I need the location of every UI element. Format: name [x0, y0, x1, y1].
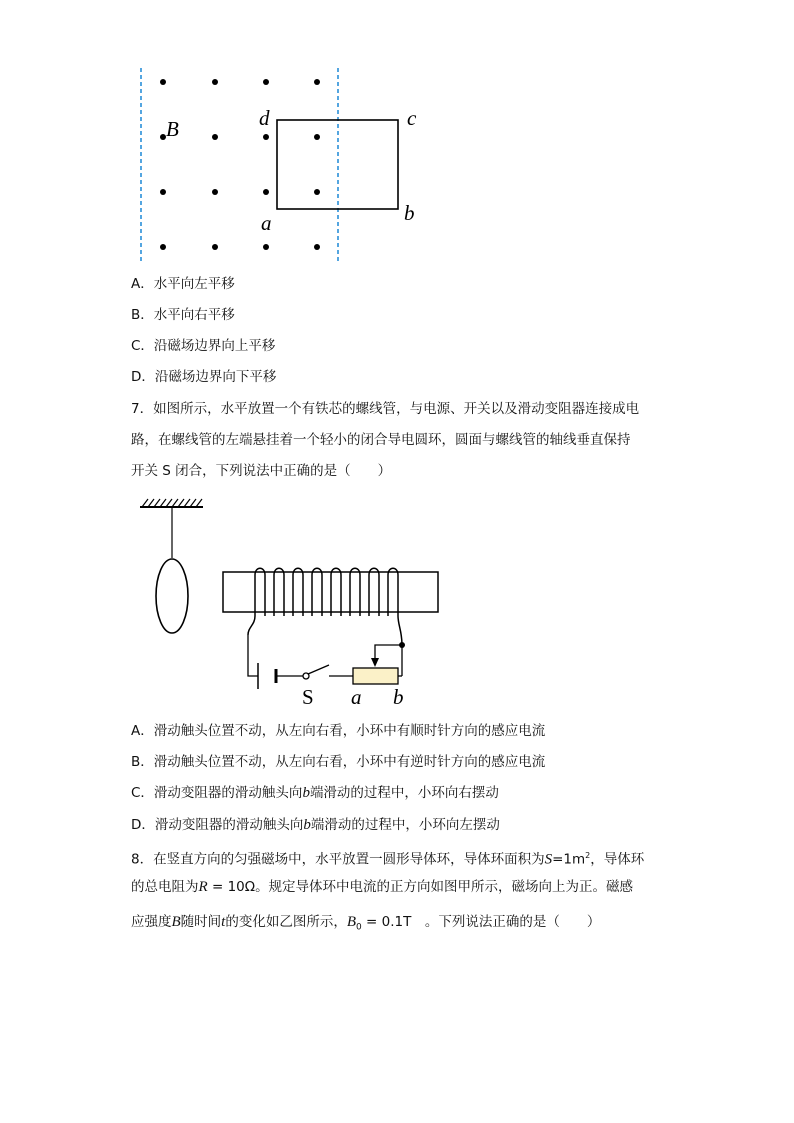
q6-option-d: D．沿磁场边界向下平移 — [131, 369, 277, 385]
q7-option-c — [131, 783, 499, 803]
q8-l2-post: 。规定导体环中电流的正方向如图甲所示，磁场向上为正。磁感 — [255, 879, 634, 895]
q7-stem-line-3: 开关 S 闭合，下列说法中正确的是（ ） — [131, 463, 392, 479]
q8-l3-b: 随时间 — [180, 914, 222, 930]
q7-stem-line-2: 路，在螺线管的左端悬挂着一个轻小的闭合导电圆环，圆面与螺线管的轴线垂直保持 — [131, 432, 631, 448]
q8-l3-d: 。下列说法正确的是（ ） — [411, 914, 601, 930]
figure-magnetic-field-loop — [120, 62, 430, 267]
label-a: a — [261, 211, 272, 235]
q8-area-symbol: S — [544, 851, 553, 868]
q8-resistance-symbol: R — [198, 879, 208, 895]
rheostat-label-a: a — [351, 685, 362, 709]
switch-s-symbol — [303, 665, 329, 679]
rheostat-label-b: b — [393, 685, 404, 709]
ceiling-hatch — [142, 499, 202, 507]
junction-dot — [399, 642, 405, 648]
q8-t-symbol: t — [221, 914, 226, 930]
q6-option-b: B．水平向右平移 — [131, 307, 235, 323]
switch-label-s: S — [302, 685, 314, 709]
q8-stem-line-3 — [131, 912, 600, 938]
q8-l1-pre: 8．在竖直方向的匀强磁场中，水平放置一圆形导体环，导体环面积为 — [131, 851, 545, 868]
rheostat-resistor — [353, 668, 398, 684]
q6-option-c: C．沿磁场边界向上平移 — [131, 338, 276, 354]
q8-stem-line-1 — [131, 846, 644, 870]
field-dots — [160, 79, 320, 250]
q8-l1-post: ，导体环 — [590, 851, 645, 868]
q7-option-d-post: 端滑动的过程中，小环向左摆动 — [310, 817, 500, 833]
q7-option-b: B．滑动触头位置不动，从左向右看，小环中有逆时针方向的感应电流 — [131, 754, 546, 770]
q7-option-c-pre: C．滑动变阻器的滑动触头向 — [131, 785, 303, 801]
q8-area-exponent: 2 — [585, 851, 591, 860]
q8-b0-subscript: 0 — [356, 922, 362, 933]
q7-option-d-var: b — [303, 817, 311, 833]
rheostat-slider-arrow — [371, 658, 379, 667]
solenoid-coil — [248, 568, 402, 645]
label-c: c — [407, 106, 417, 130]
q7-option-a: A．滑动触头位置不动，从左向右看，小环中有顺时针方向的感应电流 — [131, 723, 546, 739]
label-d: d — [259, 106, 270, 130]
q7-option-d-pre: D．滑动变阻器的滑动触头向 — [131, 817, 304, 833]
label-b: b — [404, 201, 415, 225]
q8-stem-line-2 — [131, 877, 633, 897]
q8-b0-symbol: B — [346, 914, 357, 930]
q8-resistance-value: = 10Ω — [207, 879, 256, 895]
battery-symbol — [258, 663, 276, 689]
q8-b-symbol: B — [171, 914, 181, 930]
q8-l3-a: 应强度 — [131, 914, 172, 930]
q8-b0-value: = 0.1T — [361, 914, 412, 930]
q8-l2-pre: 的总电阻为 — [131, 879, 199, 895]
figure-solenoid-circuit — [135, 495, 455, 715]
metal-ring — [156, 559, 188, 633]
label-B: B — [166, 117, 179, 141]
q6-option-a: A．水平向左平移 — [131, 276, 235, 292]
q7-stem-line-1: 7．如图所示，水平放置一个有铁芯的螺线管，与电源、开关以及滑动变阻器连接成电 — [131, 401, 640, 417]
q8-area-value: =1m — [552, 851, 586, 868]
q8-l3-c: 的变化如乙图所示， — [225, 914, 347, 930]
q7-option-c-post: 端滑动的过程中，小环向右摆动 — [309, 785, 499, 801]
q7-option-c-var: b — [302, 785, 310, 801]
q7-option-d — [131, 815, 500, 835]
